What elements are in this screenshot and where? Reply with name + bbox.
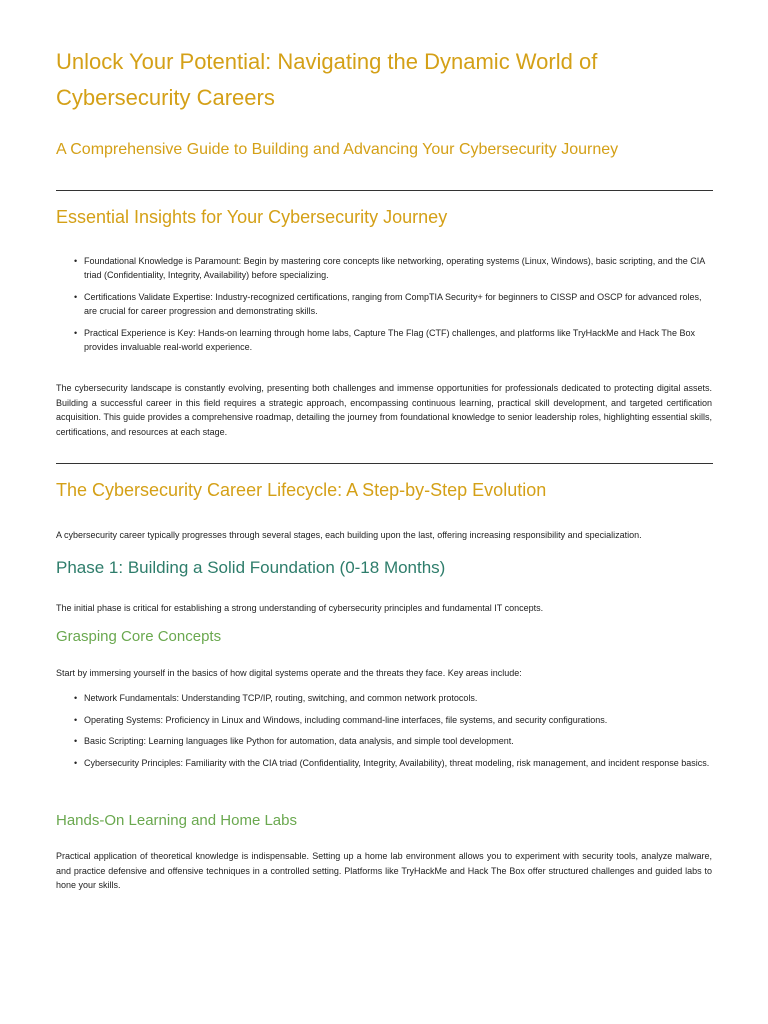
bullet-icon: • (74, 736, 78, 746)
bullet-icon: • (74, 715, 78, 725)
list-item (74, 327, 714, 354)
core-item-text: Network Fundamentals: Understanding TCP/IP, routing, switching, and common network protocols. (84, 693, 478, 703)
lifecycle-heading: The Cybersecurity Career Lifecycle: A Step-by-Step Evolution (56, 480, 547, 500)
home-labs-heading: Hands-On Learning and Home Labs (56, 812, 297, 829)
insight-item-text: Certifications Validate Expertise: Industry-recognized certifications, ranging from CompTIA Security+ for beginners to CISSP and OSCP for advanced roles, are crucial for career progression and demonstrating skills. (84, 292, 702, 316)
core-concepts-intro: Start by immersing yourself in the basics of how digital systems operate and the threats they face. Key areas include: (56, 668, 522, 678)
insight-item-text: Practical Experience is Key: Hands-on learning through home labs, Capture The Flag (CTF) challenges, and platforms like TryHackMe and Hack The Box provides invaluable real-world experience. (84, 328, 695, 352)
home-labs-paragraph: Practical application of theoretical knowledge is indispensable. Setting up a home lab environment allows you to experiment with security tools, analyze malware, and practice defensive and offensive techniques in a controlled setting. Platforms like TryHackMe and Hack The Box offer structured challenges and guided labs to hone your skills. (56, 851, 712, 890)
intro-paragraph: The cybersecurity landscape is constantly evolving, presenting both challenges and immense opportunities for professionals dedicated to protecting digital assets. Building a successful career in this field requires a strategic approach, encompassing continuous learning, practical skill development, and targeted certification acquisition. This guide provides a comprehensive roadmap, detailing the journey from foundational knowledge to senior leadership roles, highlighting essential skills, certifications, and resources at each stage. (56, 383, 712, 437)
bullet-icon: • (74, 758, 78, 768)
list-item (74, 757, 714, 771)
list-item (74, 255, 714, 282)
core-item-text: Operating Systems: Proficiency in Linux and Windows, including command-line interfaces, file systems, and security configurations. (84, 715, 608, 725)
list-item (74, 692, 714, 706)
lifecycle-intro: A cybersecurity career typically progresses through several stages, each building upon the last, offering increasing responsibility and specialization. (56, 530, 642, 540)
page-subtitle: A Comprehensive Guide to Building and Advancing Your Cybersecurity Journey (56, 141, 619, 158)
bullet-icon: • (74, 292, 78, 302)
core-item-text: Cybersecurity Principles: Familiarity with the CIA triad (Confidentiality, Integrity, Availability), threat modeling, risk management, and incident response basics. (84, 758, 710, 768)
list-item (74, 291, 714, 318)
section-divider (56, 190, 713, 191)
phase1-heading: Phase 1: Building a Solid Foundation (0-18 Months) (56, 558, 446, 577)
list-item (74, 714, 714, 728)
page-title: Unlock Your Potential: Navigating the Dynamic World of Cybersecurity Careers (56, 49, 598, 110)
insight-item-text: Foundational Knowledge is Paramount: Begin by mastering core concepts like networking, operating systems (Linux, Windows), basic scripting, and the CIA triad (Confidentiality, Integrity, Availability) before specializing. (84, 256, 705, 280)
insights-heading: Essential Insights for Your Cybersecurity Journey (56, 207, 448, 227)
phase1-intro: The initial phase is critical for establishing a strong understanding of cybersecurity principles and fundamental IT concepts. (56, 603, 544, 613)
bullet-icon: • (74, 328, 78, 338)
bullet-icon: • (74, 256, 78, 266)
list-item (74, 735, 714, 749)
core-item-text: Basic Scripting: Learning languages like Python for automation, data analysis, and simple tool development. (84, 736, 514, 746)
bullet-icon: • (74, 693, 78, 703)
core-concepts-heading: Grasping Core Concepts (56, 628, 222, 645)
section-divider (56, 463, 713, 464)
